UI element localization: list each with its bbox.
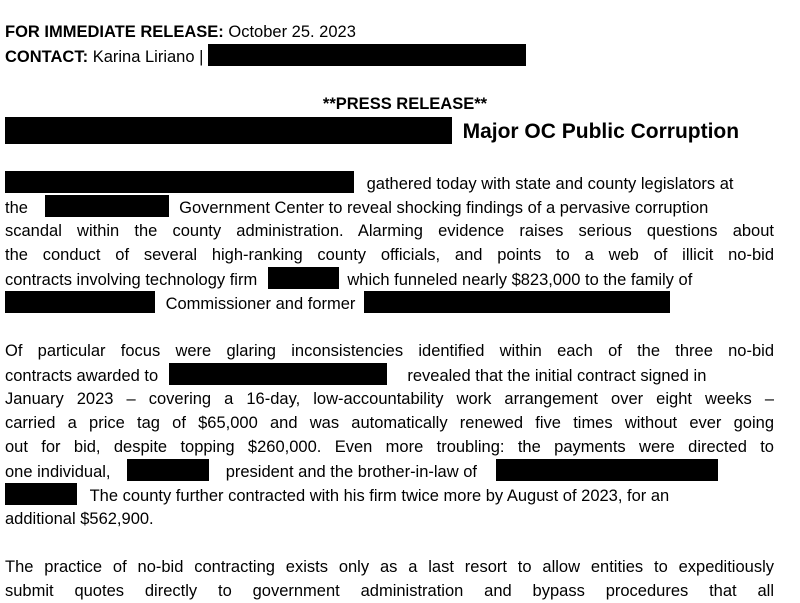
p2-line-6 bbox=[5, 459, 774, 483]
p2-line-1: Of particular focus were glaring inconsistencies identified within each of the three no-bid bbox=[5, 342, 774, 360]
redaction-block bbox=[45, 195, 169, 217]
release-line bbox=[5, 20, 774, 44]
contact-name: Karina Liriano | bbox=[92, 48, 204, 66]
p2-text-2a: contracts awarded to bbox=[5, 367, 159, 385]
p2-line-2 bbox=[5, 363, 774, 387]
p2-text-7: The county further contracted with his firm twice more by August of 2023, for an bbox=[89, 487, 670, 505]
redaction-block bbox=[5, 291, 155, 313]
p3-line-1: The practice of no-bid contracting exists only as a last resort to allow entities to expeditiously bbox=[5, 558, 774, 576]
p1-text-2b: Government Center to reveal shocking findings of a pervasive corruption bbox=[179, 199, 709, 217]
headline-line bbox=[5, 117, 774, 145]
p2-line-5: out for bid, despite topping $260,000. Even more troubling: the payments were directed to bbox=[5, 438, 774, 456]
redaction-block bbox=[169, 363, 387, 385]
press-release-banner: **PRESS RELEASE** bbox=[322, 95, 488, 113]
redaction-block bbox=[208, 44, 526, 66]
p1-line-2 bbox=[5, 195, 774, 219]
p2-text-2b: revealed that the initial contract signed in bbox=[407, 367, 707, 385]
redaction-block bbox=[5, 483, 77, 505]
p1-line-4: the conduct of several high-ranking county officials, and points to a web of illicit no-bid bbox=[5, 246, 774, 264]
p2-line-3: January 2023 – covering a 16-day, low-accountability work arrangement over eight weeks – bbox=[5, 390, 774, 408]
release-label: FOR IMMEDIATE RELEASE: bbox=[5, 23, 224, 41]
p1-line-1 bbox=[5, 171, 774, 195]
redaction-block bbox=[127, 459, 209, 481]
p1-line-3: scandal within the county administration. Alarming evidence raises serious questions about bbox=[5, 222, 774, 240]
redaction-block bbox=[364, 291, 670, 313]
p2-text-6a: one individual, bbox=[5, 463, 111, 481]
contact-line bbox=[5, 44, 774, 68]
release-date: October 25. 2023 bbox=[228, 23, 356, 41]
redaction-block bbox=[268, 267, 339, 289]
p2-line-7 bbox=[5, 483, 774, 507]
p2-text-6b: president and the brother-in-law of bbox=[225, 463, 477, 481]
p1-text-1: gathered today with state and county legislators at bbox=[366, 175, 734, 193]
p1-line-6 bbox=[5, 291, 774, 315]
p1-text-2a: the bbox=[5, 199, 28, 217]
redaction-block bbox=[5, 117, 452, 144]
p2-line-8: additional $562,900. bbox=[5, 510, 154, 528]
contact-label: CONTACT: bbox=[5, 48, 89, 66]
p2-line-4: carried a price tag of $65,000 and was automatically renewed five times without ever going bbox=[5, 414, 774, 432]
headline: Major OC Public Corruption bbox=[462, 120, 740, 143]
p1-text-5a: contracts involving technology firm bbox=[5, 271, 258, 289]
p3-line-2: submit quotes directly to government administration and bypass procedures that all bbox=[5, 582, 774, 600]
p1-text-5b: which funneled nearly $823,000 to the family of bbox=[347, 271, 693, 289]
p1-text-6: Commissioner and former bbox=[165, 295, 356, 313]
redaction-block bbox=[5, 171, 354, 193]
redaction-block bbox=[496, 459, 718, 481]
p1-line-5 bbox=[5, 267, 774, 291]
